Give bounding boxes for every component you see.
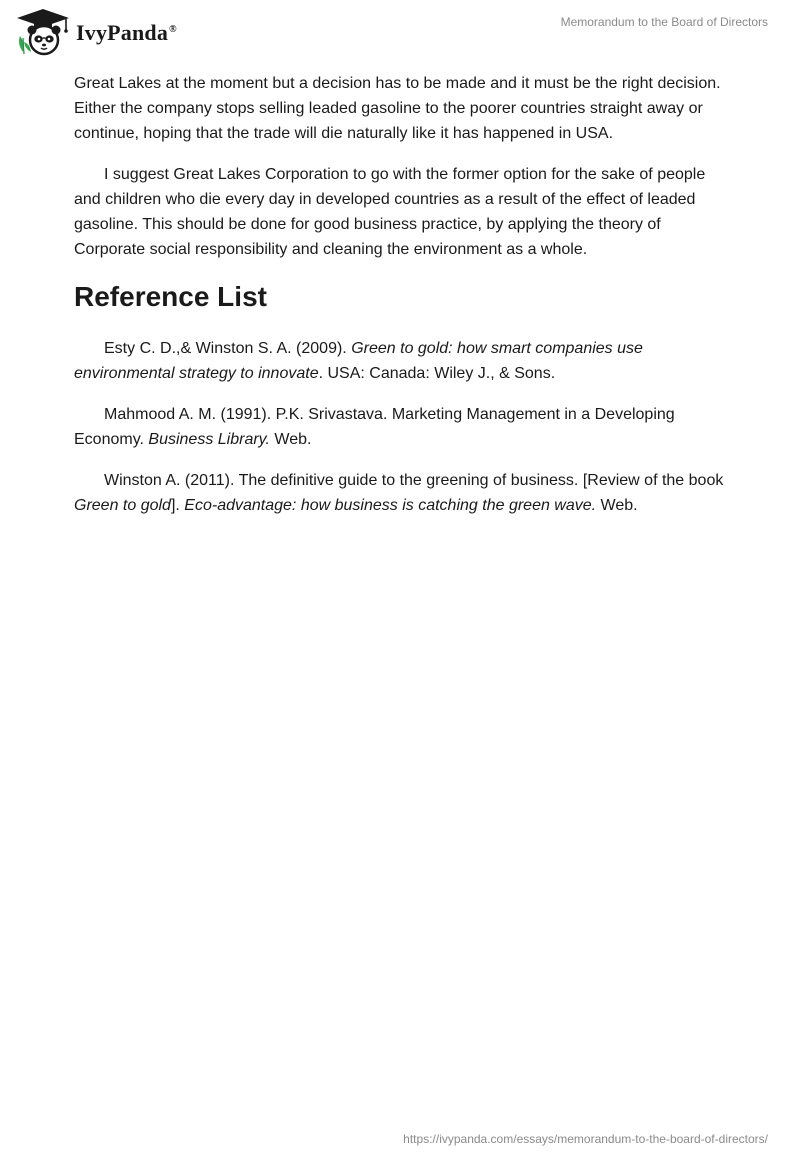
body-paragraph-1: Great Lakes at the moment but a decision has to be made and it must be the right decision. Either the company stops selling leaded gasoline to the poorer countries straight away or continue, hoping that the trade will die naturally like it has happened in USA. — [74, 75, 721, 142]
reference-title-italic: Business Library. — [148, 431, 270, 448]
document-title: Memorandum to the Board of Directors — [560, 15, 768, 29]
reference-title-italic: Green to gold — [74, 497, 171, 514]
reference-text: Esty C. D.,& Winston S. A. (2009). — [104, 340, 352, 357]
reference-text: Mahmood A. M. (1991). P.K. Srivastava. Marketing Management in a Developing Economy. — [74, 406, 675, 448]
reference-list-heading: Reference List — [74, 281, 267, 312]
source-url[interactable]: https://ivypanda.com/essays/memorandum-to-the-board-of-directors/ — [403, 1132, 768, 1146]
page-header — [0, 0, 800, 60]
reference-text: . USA: Canada: Wiley J., & Sons. — [318, 365, 556, 382]
registered-mark: ® — [169, 23, 177, 35]
reference-text: ]. — [170, 497, 185, 514]
panda-graduate-icon — [14, 8, 72, 56]
reference-item-2 — [74, 402, 734, 452]
body-paragraph-2: I suggest Great Lakes Corporation to go with the former option for the sake of people and children who die every day in developed countries as a result of the effect of leaded gasoline. This should be done for good business practice, by applying the theory of Corporate social responsibility and cleaning the environment as a whole. — [74, 166, 706, 258]
document-body — [74, 71, 734, 534]
brand-name: IvyPanda® — [76, 20, 177, 45]
reference-text: Winston A. (2011). The definitive guide to the greening of business. [Review of the book — [104, 472, 724, 489]
reference-text: Web. — [596, 497, 638, 514]
reference-item-1 — [74, 336, 734, 386]
reference-title-italic: Eco-advantage: how business is catching the green wave. — [184, 497, 597, 514]
reference-title-italic: Green to gold: how smart companies use environmental strategy to innovate — [74, 340, 643, 382]
ivypanda-logo[interactable] — [14, 8, 177, 56]
reference-item-3 — [74, 468, 734, 518]
reference-text: Web. — [269, 431, 312, 448]
